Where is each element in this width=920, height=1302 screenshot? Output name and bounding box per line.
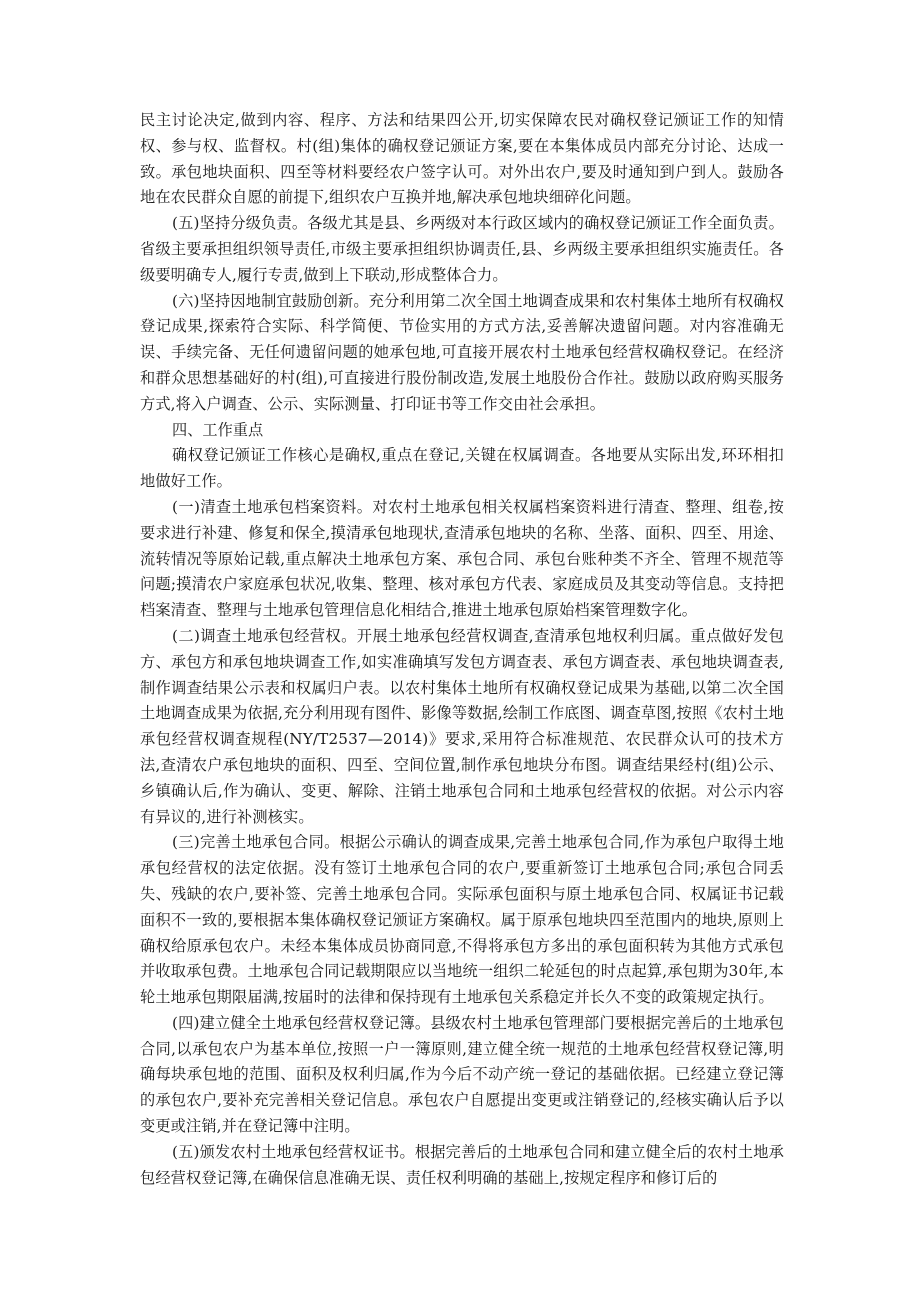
paragraph-tiered-responsibility: (五)坚持分级负责。各级尤其是县、乡两级对本行政区域内的确权登记颁证工作全面负责。省级主要承担组织领导责任,市级主要承担组织协调责任,县、乡两级主要承担组织实施责任。各级要明确专人,履行专责,做到上下联动,形成整体合力。 xyxy=(140,214,784,284)
paragraph-certificate-issuance: (五)颁发农村土地承包经营权证书。根据完善后的土地承包合同和建立健全后的农村土地承包经营权登记簿,在确保信息准确无误、责任权利明确的基础上,按规定程序和修订后的 xyxy=(140,1142,784,1187)
paragraph-archive-review: (一)清查土地承包档案资料。对农村土地承包相关权属档案资料进行清查、整理、组卷,按要求进行补建、修复和保全,摸清承包地现状,查清承包地块的名称、坐落、面积、四至、用途、流转情况等原始记载,重点解决土地承包方案、承包合同、承包台账种类不齐全、管理不规范等问题;摸清农户家庭承包状况,收集、整理、核对承包方代表、家庭成员及其变动等信息。支持把档案清查、整理与土地承包管理信息化相结合,推进土地承包原始档案管理数字化。 xyxy=(140,497,784,620)
paragraph-work-core: 确权登记颁证工作核心是确权,重点在登记,关键在权属调查。各地要从实际出发,环环相扣地做好工作。 xyxy=(140,446,784,491)
paragraph-rights-survey: (二)调查土地承包经营权。开展土地承包经营权调查,查清承包地权利归属。重点做好发包方、承包方和承包地块调查工作,如实准确填写发包方调查表、承包方调查表、承包地块调查表,制作调查结果公示表和权属归户表。以农村集体土地所有权确权登记成果为基础,以第二次全国土地调查成果为依据,充分利用现有图件、影像等数据,绘制工作底图、调查草图,按照《农村土地承包经营权调查规程(NY/T2537—2014)》要求,采用符合标准规范、农民群众认可的技术方法,查清农户承包地块的面积、四至、空间位置,制作承包地块分布图。调查结果经村(组)公示、乡镇确认后,作为确认、变更、解除、注销土地承包合同和土地承包经营权的依据。对公示内容有异议的,进行补测核实。 xyxy=(140,626,784,826)
paragraph-continuation: 民主讨论决定,做到内容、程序、方法和结果四公开,切实保障农民对确权登记颁证工作的知情权、参与权、监督权。村(组)集体的确权登记颁证方案,要在本集体成员内部充分讨论、达成一致。承包地块面积、四至等材料要经农户签字认可。对外出农户,要及时通知到户到人。鼓励各地在农民群众自愿的前提下,组织农户互换并地,解决承包地块细碎化问题。 xyxy=(140,111,784,207)
paragraph-contract-improvement: (三)完善土地承包合同。根据公示确认的调查成果,完善土地承包合同,作为承包户取得土地承包经营权的法定依据。没有签订土地承包合同的农户,要重新签订土地承包合同;承包合同丢失、残缺的农户,要补签、完善土地承包合同。实际承包面积与原土地承包合同、权属证书记载面积不一致的,要根据本集体确权登记颁证方案确权。属于原承包地块四至范围内的地块,原则上确权给原承包农户。未经本集体成员协商同意,不得将承包方多出的承包面积转为其他方式承包并收取承包费。土地承包合同记载期限应以当地统一组织二轮延包的时点起算,承包期为30年,本轮土地承包期限届满,按届时的法律和保持现有土地承包关系稳定并长久不变的政策规定执行。 xyxy=(140,833,784,1007)
document-page xyxy=(140,108,784,1191)
section-heading-work-focus: 四、工作重点 xyxy=(172,420,264,439)
paragraph-local-innovation: (六)坚持因地制宜鼓励创新。充分利用第二次全国土地调查成果和农村集体土地所有权确权登记成果,探索符合实际、科学简便、节俭实用的方式方法,妥善解决遗留问题。对内容准确无误、手续完备、无任何遗留问题的她承包地,可直接开展农村土地承包经营权确权登记。在经济和群众思想基础好的村(组),可直接进行股份制改造,发展土地股份合作社。鼓励以政府购买服务方式,将入户调查、公示、实际测量、打印证书等工作交由社会承担。 xyxy=(140,291,784,413)
paragraph-register-book: (四)建立健全土地承包经营权登记簿。县级农村土地承包管理部门要根据完善后的土地承包合同,以承包农户为基本单位,按照一户一簿原则,建立健全统一规范的土地承包经营权登记簿,明确每块承包地的范围、面积及权利归属,作为今后不动产统一登记的基础依据。已经建立登记簿的承包农户,要补充完善相关登记信息。承包农户自愿提出变更或注销登记的,经核实确认后予以变更或注销,并在登记簿中注明。 xyxy=(140,1013,784,1136)
